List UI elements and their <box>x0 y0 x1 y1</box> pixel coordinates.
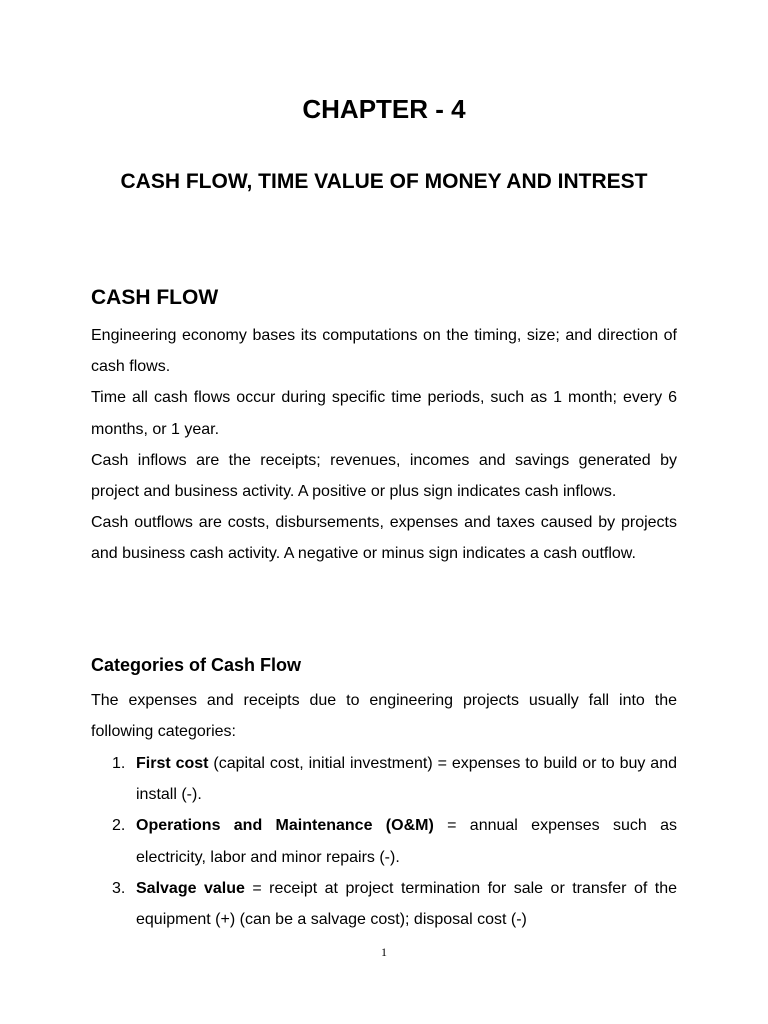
list-item <box>91 873 677 935</box>
list-item-number: 2. <box>112 817 126 835</box>
list-item-term: Salvage value <box>136 879 245 897</box>
section-heading-categories: Categories of Cash Flow <box>91 655 302 675</box>
list-item-text: = receipt at project termination for sale or transfer of the equipment (+) (can be a salvage cost); disposal cost (-) <box>136 879 678 929</box>
list-item-term: Operations and Maintenance (O&M) <box>136 817 434 835</box>
list-item-number: 3. <box>112 879 126 897</box>
list-item-text: (capital cost, initial investment) = expenses to build or to buy and install (-). <box>136 755 677 804</box>
list-item-term: First cost <box>136 755 209 772</box>
paragraph: Cash inflows are the receipts; revenues, incomes and savings generated by project and business activity. A positive or plus sign indicates cash inflows. <box>91 451 677 501</box>
chapter-heading: CHAPTER - 4 <box>302 94 466 124</box>
cash-flow-paragraphs <box>91 320 677 570</box>
categories-list <box>91 748 677 935</box>
list-item-text: = annual expenses such as electricity, labor and minor repairs (-). <box>136 817 678 866</box>
section-heading-cash-flow: CASH FLOW <box>91 286 219 309</box>
chapter-title: CASH FLOW, TIME VALUE OF MONEY AND INTREST <box>120 170 648 193</box>
categories-intro <box>91 685 677 747</box>
paragraph: Engineering economy bases its computations on the timing, size; and direction of cash flows. <box>91 327 677 376</box>
list-item-number: 1. <box>112 755 126 772</box>
list-item <box>91 748 677 810</box>
page-number: 1 <box>381 945 387 959</box>
paragraph: The expenses and receipts due to engineering projects usually fall into the following categories: <box>91 692 677 741</box>
paragraph: Time all cash flows occur during specific time periods, such as 1 month; every 6 months, or 1 year. <box>91 389 677 438</box>
list-item <box>91 810 677 872</box>
paragraph: Cash outflows are costs, disbursements, expenses and taxes caused by projects and business cash activity. A negative or minus sign indicates a cash outflow. <box>91 514 677 563</box>
